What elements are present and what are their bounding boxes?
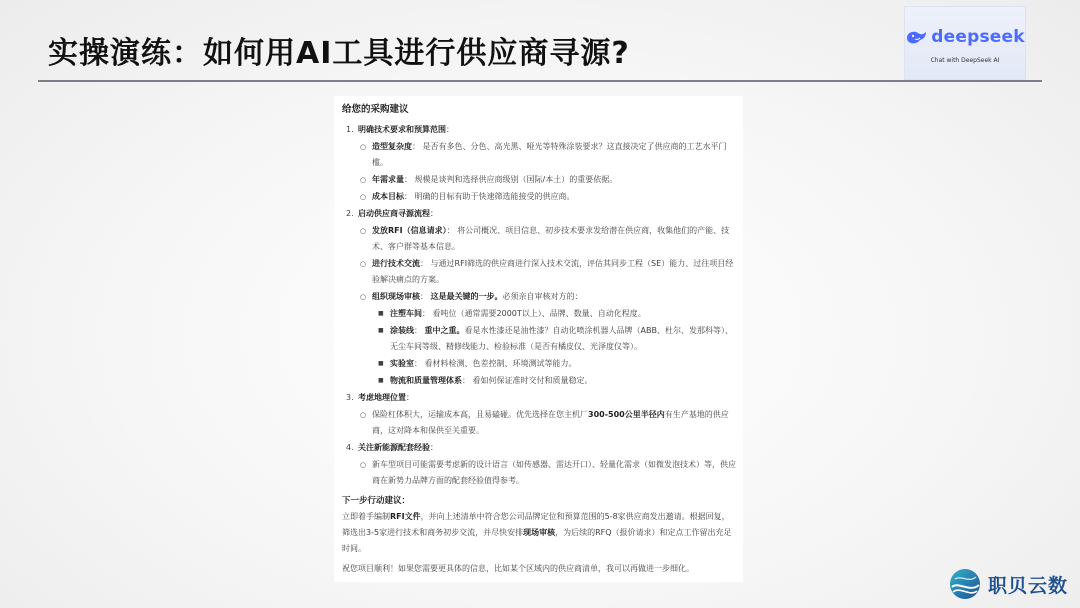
item-text-after: 必须亲自审核对方的：: [502, 292, 583, 301]
item-text-after: 有生产基地的供应商，这对降本和保供至关重要。: [372, 410, 729, 435]
circle-bullet-icon: ○: [360, 143, 367, 151]
list-item: [342, 457, 737, 489]
circle-bullet-icon: ○: [360, 227, 367, 235]
item-label: 涂装线: [390, 326, 414, 335]
item-label: 组织现场审核: [372, 292, 420, 301]
section-colon: ：: [446, 125, 454, 134]
circle-bullet-icon: ○: [360, 260, 367, 268]
sub-list-item: [342, 306, 737, 322]
item-label: 发放RFI（信息请求）: [372, 226, 447, 235]
item-text: ： 是否有多色、分色、高光黑、哑光等特殊涂装要求？这直接决定了供应商的工艺水平门槛。: [372, 142, 727, 167]
section-number: 1.: [346, 125, 354, 134]
square-bullet-icon: ■: [378, 360, 384, 367]
section-title: 考虑地理位置: [358, 393, 406, 402]
list-item: [342, 289, 737, 305]
item-emphasis: 重中之重。: [424, 326, 465, 335]
paragraph-emphasis: RFI文件: [390, 512, 421, 521]
whale-icon: [905, 29, 927, 45]
section-number: 2.: [346, 209, 354, 218]
section-colon: ：: [406, 393, 414, 402]
item-text: ： 看吨位（通常需要2000T以上）、品牌、数量、自动化程度。: [422, 309, 646, 318]
closing-text: 祝您项目顺利！如果您需要更具体的信息，比如某个区域内的供应商清单，我可以再做进一步细化。: [342, 564, 694, 573]
item-label: 进行技术交流: [372, 259, 420, 268]
title-divider: [38, 80, 1042, 82]
square-bullet-icon: ■: [378, 310, 384, 317]
circle-bullet-icon: ○: [360, 293, 367, 301]
item-text: ：: [414, 326, 425, 335]
list-item: [342, 407, 737, 439]
section-colon: ：: [430, 209, 438, 218]
item-text: ： 看材料检测、色差控制、环境测试等能力。: [414, 359, 577, 368]
square-bullet-icon: ■: [378, 377, 384, 384]
section-2: [342, 206, 737, 389]
sub-list-item: [342, 323, 737, 355]
list-item: [342, 172, 737, 188]
circle-bullet-icon: ○: [360, 193, 367, 201]
sub-list-item: [342, 356, 737, 372]
square-bullet-icon: ■: [378, 327, 384, 334]
paragraph-text: 立即着手编制: [342, 512, 390, 521]
list-item: [342, 189, 737, 205]
brand-name: 职贝云数: [988, 574, 1069, 597]
chat-response-panel: [334, 96, 743, 582]
paragraph-text: ，并向上述清单中符合您公司品牌定位和预算范围的5-8家供应商发出邀请。根据回复，筛选出3-5家进行技术和商务初步交流，并尽快安排: [342, 512, 730, 537]
logo-tagline: Chat with DeepSeek AI: [930, 56, 1000, 64]
brand-logo: [948, 563, 1078, 605]
circle-bullet-icon: ○: [360, 411, 367, 419]
list-item: [342, 256, 737, 288]
item-text: 保险杠体积大，运输成本高，且易磕碰。优先选择在您主机厂: [372, 410, 588, 419]
circle-bullet-icon: ○: [360, 461, 367, 469]
globe-icon: [948, 567, 982, 601]
item-text: ： 规模是谈判和选择供应商级别（国际/本土）的重要依据。: [404, 175, 618, 184]
item-text: ： 与通过RFI筛选的供应商进行深入技术交流，评估其同步工程（SE）能力、过往项目经验解决痛点的方案。: [372, 259, 734, 284]
list-item: [342, 223, 737, 255]
response-heading: 给您的采购建议: [342, 104, 409, 115]
section-title: 启动供应商寻源流程: [358, 209, 430, 218]
paragraph-text: ，为后续的RFQ（报价请求）和定点工作留出充足时间。: [342, 528, 732, 553]
item-label: 年需求量: [372, 175, 404, 184]
section-title: 关注新能源配套经验: [358, 443, 430, 452]
section-number: 4.: [346, 443, 354, 452]
item-text-after: 看是水性漆还是油性漆？自动化喷涂机器人品牌（ABB、杜尔、发那科等）、无尘车间等级、精修线能力、检验标准（是否有橘皮仪、光泽度仪等）。: [390, 326, 733, 351]
slide-title: 实操演练：如何用AI工具进行供应商寻源?: [48, 36, 630, 71]
item-emphasis: 300-500公里半径内: [588, 410, 665, 419]
section-4: [342, 440, 737, 489]
item-emphasis: 这是最关键的一步。: [430, 292, 503, 301]
paragraph-emphasis: 现场审核: [523, 528, 556, 537]
deepseek-logo: [904, 6, 1026, 80]
item-text: ： 将公司概况、项目信息、初步技术要求发给潜在供应商，收集他们的产能、技术、客户群等基本信息。: [372, 226, 730, 251]
item-label: 注塑车间: [390, 309, 422, 318]
item-text: ：: [420, 292, 431, 301]
next-steps-title: 下一步行动建议：: [342, 496, 411, 506]
section-number: 3.: [346, 393, 354, 402]
item-label: 成本目标: [372, 192, 404, 201]
sub-list-item: [342, 373, 737, 389]
item-text: 新车型项目可能需要考虑新的设计语言（如传感器、雷达开口）、轻量化需求（如微发泡技术）等，供应商在新势力品牌方面的配套经验值得参考。: [372, 460, 736, 485]
item-text: ： 明确的目标有助于快速筛选能接受的供应商。: [404, 192, 575, 201]
section-3: [342, 390, 737, 439]
section-1: [342, 122, 737, 205]
item-label: 物流和质量管理体系: [390, 376, 462, 385]
circle-bullet-icon: ○: [360, 176, 367, 184]
section-colon: ：: [430, 443, 438, 452]
next-steps-paragraph: [342, 509, 737, 557]
item-label: 实验室: [390, 359, 414, 368]
section-title: 明确技术要求和预算范围: [358, 125, 446, 134]
item-label: 造型复杂度: [372, 142, 412, 151]
list-item: [342, 139, 737, 171]
logo-wordmark: deepseek: [931, 26, 1025, 47]
item-text: ： 看如何保证准时交付和质量稳定。: [462, 376, 593, 385]
